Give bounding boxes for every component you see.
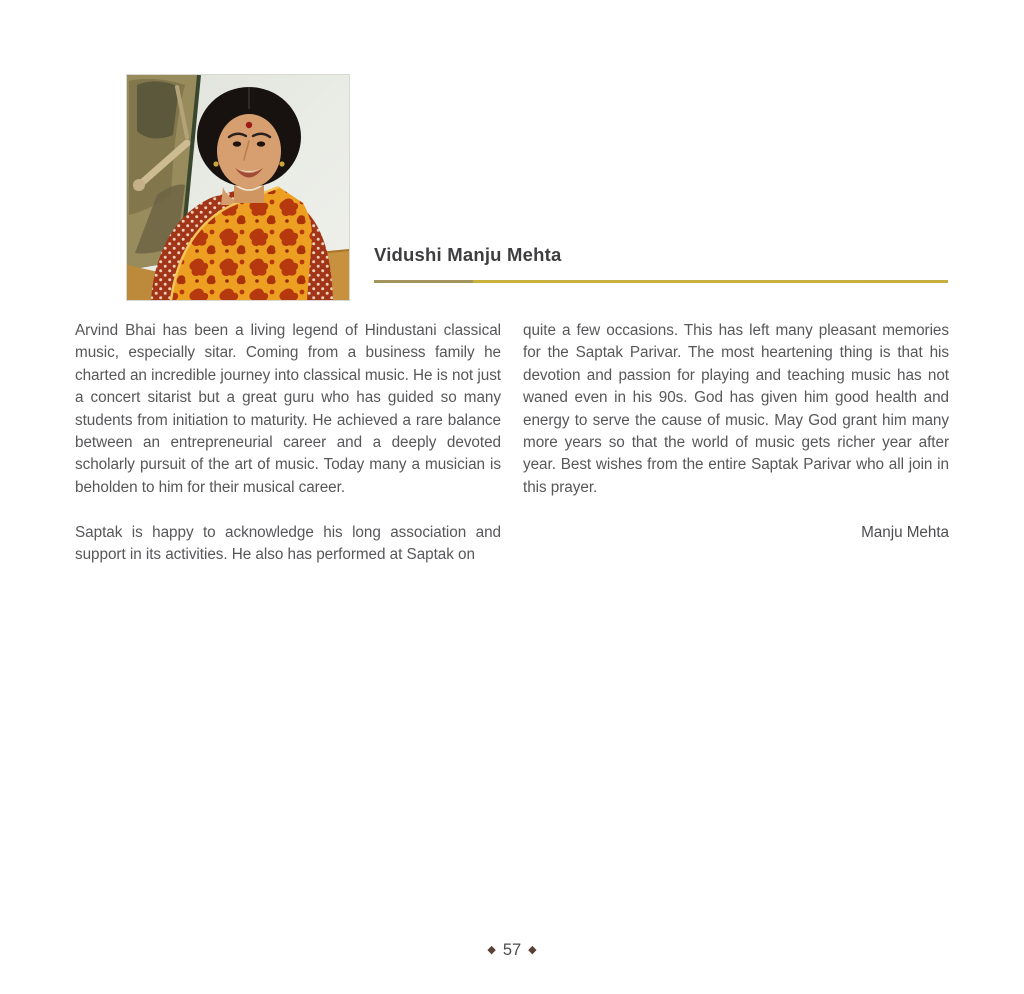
earring — [213, 161, 218, 166]
paragraph: quite a few occasions. This has left many pleasant memories for the Saptak Parivar. The most heartening thing is that his devotion and passion for playing and teaching music has not waned even in his 90s. God has given him good health and energy to serve the cause of music. May God grant him many more years so that the world of music gets richer year after year. Best wishes from the entire Saptak Parivar who all join in this prayer. — [523, 322, 949, 496]
title-rule — [374, 280, 948, 283]
diamond-ornament-icon: ◆ — [487, 943, 496, 956]
paragraph: Saptak is happy to acknowledge his long association and support in its activities. He also has performed at Saptak on — [75, 523, 501, 564]
signature: Manju Mehta — [861, 523, 949, 541]
diamond-ornament-icon: ◆ — [528, 943, 537, 956]
page-number-value: 57 — [502, 941, 522, 959]
left-column — [75, 320, 501, 566]
portrait-photo — [127, 75, 349, 300]
earring — [279, 161, 284, 166]
paragraph: Arvind Bhai has been a living legend of Hindustani classical music, especially sitar. Coming from a business family he charted an incredible journey into classical music. He is not just a concert sitarist but a great guru who has guided so many students from initiation to maturity. He achieved a rare balance between an entrepreneurial career and a deeply devoted scholarly pursuit of the art of music. Today many a musician is beholden to him for their musical career. — [75, 322, 501, 496]
page-number — [0, 942, 1024, 959]
right-column — [523, 320, 949, 544]
manju-mehta-portrait — [127, 75, 349, 300]
page-title: Vidushi Manju Mehta — [374, 244, 562, 265]
bindi — [246, 122, 252, 128]
